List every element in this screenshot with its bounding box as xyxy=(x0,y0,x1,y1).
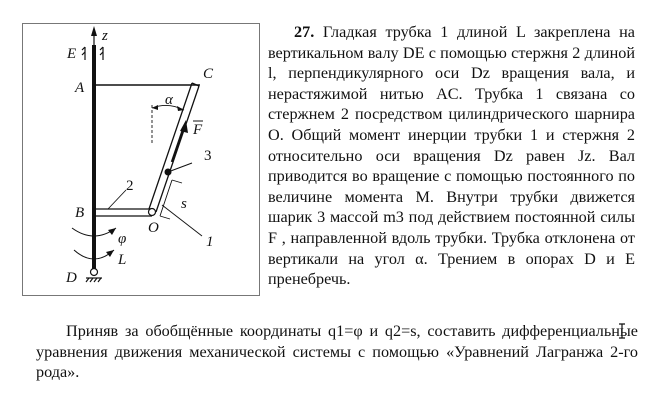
force-F-arrow xyxy=(172,127,184,162)
leader-2 xyxy=(108,190,126,209)
label-L: L xyxy=(118,252,127,268)
label-3: 3 xyxy=(204,148,212,164)
label-phi: φ xyxy=(118,231,127,247)
label-1: 1 xyxy=(206,234,214,250)
task-text: Приняв за обобщённые координаты q1=φ и q2=s, составить дифференциальные уравнения движения механической системы с помощью «Уравнений Лагранжа 2-го рода». xyxy=(36,322,638,382)
z-axis-arrowhead xyxy=(91,26,97,36)
label-D: D xyxy=(66,270,77,286)
label-C: C xyxy=(203,66,214,82)
label-alpha: α xyxy=(165,92,173,108)
label-E: E xyxy=(67,46,77,62)
problem-statement xyxy=(268,22,635,290)
problem-paragraph xyxy=(268,22,635,290)
label-s: s xyxy=(181,196,187,212)
text-cursor-icon xyxy=(617,323,627,339)
label-z: z xyxy=(102,28,108,44)
task-statement xyxy=(36,321,638,383)
label-O: O xyxy=(148,220,159,236)
label-A: A xyxy=(75,80,85,96)
s-dimension xyxy=(160,180,172,216)
tube-1 xyxy=(149,83,199,212)
label-2: 2 xyxy=(126,178,134,194)
problem-number: 27. xyxy=(294,23,315,41)
label-B: B xyxy=(75,205,85,221)
rod-2 xyxy=(94,209,152,216)
hinge-O xyxy=(149,209,156,216)
problem-text: Гладкая трубка 1 длиной L закреплена на вертикальном валу DE с помощью стержня 2 длиной l, перпендикулярного оси Dz вращения вала, и нерастяжимой нитью AC. Трубка 1 связана со стержнем 2 посредством цилиндрического шарнира O. Общий момент инерции трубки 1 и стержня 2 относительно оси вращения Dz равен Jz. Вал приводится во вращение с помощью постоянного по величине момента M. Внутри трубки движется шарик 3 массой m3 под действием постоянной силы F , направленной вдоль трубки. Трубка отклонена от вертикали на угол α. Трением в опорах D и E пренебречь. xyxy=(268,23,635,289)
label-F: F xyxy=(193,122,203,138)
bearing-D xyxy=(86,269,102,283)
